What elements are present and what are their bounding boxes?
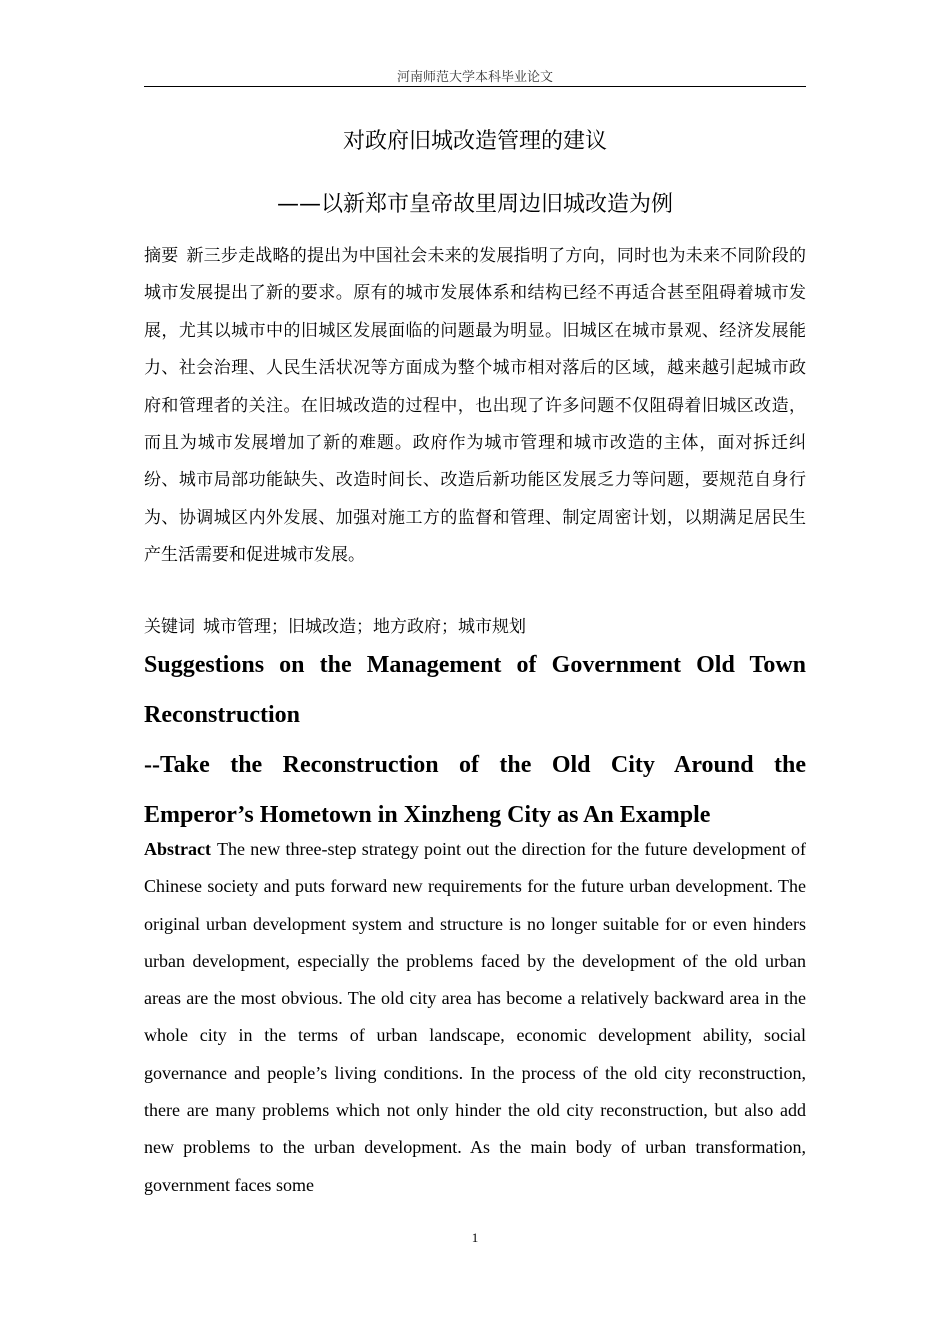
chinese-keywords-text: 城市管理；旧城改造；地方政府；城市规划 [203, 617, 526, 637]
chinese-keywords [144, 612, 806, 642]
chinese-abstract-label: 摘要 [144, 246, 179, 266]
english-abstract-text: The new three-step strategy point out the direction for the future development of Chinese society and puts forward new requirements for the future urban development. The original urban development system and structure is no longer suitable for or even hinders urban development, especially the problems faced by the development of the old urban areas are the most obvious. The old city area has become a relatively backward area in the whole city in the terms of urban landscape, economic development ability, social governance and people’s living conditions. In the process of the old city reconstruction, there are many problems which not only hinder the old city reconstruction, but also add new problems to the urban development. As the main body of urban transformation, government faces some [144, 839, 806, 1195]
chinese-abstract [144, 238, 806, 575]
english-abstract [144, 831, 806, 1204]
chinese-subtitle: ——以新郑市皇帝故里周边旧城改造为例 [276, 192, 673, 217]
running-header: 河南师范大学本科毕业论文 [396, 70, 553, 85]
english-title: Suggestions on the Management of Government Old Town Reconstruction [144, 652, 806, 728]
chinese-abstract-text: 新三步走战略的提出为中国社会未来的发展指明了方向，同时也为未来不同阶段的城市发展提出了新的要求。原有的城市发展体系和结构已经不再适合甚至阻碍着城市发展，尤其以城市中的旧城区发展面临的问题最为明显。旧城区在城市景观、经济发展能力、社会治理、人民生活状况等方面成为整个城市相对落后的区域，越来越引起城市政府和管理者的关注。在旧城改造的过程中，也出现了许多问题不仅阻碍着旧城区改造，而且为城市发展增加了新的难题。政府作为城市管理和城市改造的主体，面对拆迁纠纷、城市局部功能缺失、改造时间长、改造后新功能区发展乏力等问题，要规范自身行为、协调城区内外发展、加强对施工方的监督和管理、制定周密计划，以期满足居民生产生活需要和促进城市发展。 [144, 246, 807, 566]
chinese-title: 对政府旧城改造管理的建议 [342, 129, 607, 154]
header-rule [144, 86, 806, 87]
english-subtitle: --Take the Reconstruction of the Old City Around the Emperor’s Hometown in Xinzheng City as An Example [144, 752, 806, 828]
chinese-keywords-label: 关键词 [144, 617, 195, 637]
page-number: 1 [471, 1230, 479, 1245]
english-abstract-label: Abstract [144, 839, 211, 859]
